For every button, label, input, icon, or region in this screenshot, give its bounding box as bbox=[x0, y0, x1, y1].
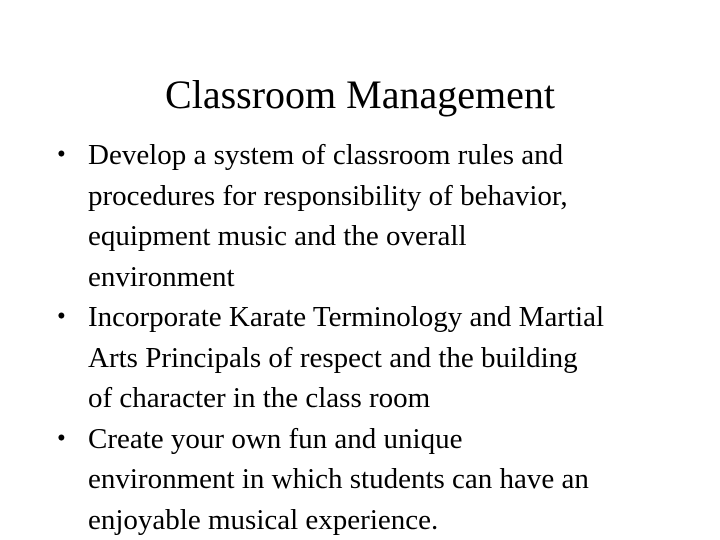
bullet-marker: • bbox=[57, 141, 66, 168]
bullet-text-line: procedures for responsibility of behavior, bbox=[88, 179, 568, 212]
bullet-text-line: environment bbox=[88, 260, 235, 293]
bullet-text-line: enjoyable musical experience. bbox=[88, 503, 439, 536]
bullet-text-line: Arts Principals of respect and the building bbox=[88, 341, 578, 374]
slide-title: Classroom Management bbox=[165, 72, 555, 117]
bullet-list bbox=[0, 135, 720, 540]
bullet-text-line: Incorporate Karate Terminology and Martial bbox=[88, 301, 605, 333]
bullet-marker: • bbox=[57, 303, 66, 330]
bullet-text-line: of character in the class room bbox=[88, 382, 431, 414]
bullet-text-line: equipment music and the overall bbox=[88, 220, 467, 252]
bullet-item bbox=[0, 135, 688, 297]
bullet-text-line: Develop a system of classroom rules and bbox=[88, 139, 564, 171]
bullet-item bbox=[0, 419, 688, 540]
bullet-text-line: Create your own fun and unique bbox=[88, 422, 463, 455]
bullet-marker: • bbox=[57, 424, 66, 452]
bullet-text-line: environment in which students can have an bbox=[88, 463, 589, 495]
bullet-item bbox=[0, 297, 688, 419]
